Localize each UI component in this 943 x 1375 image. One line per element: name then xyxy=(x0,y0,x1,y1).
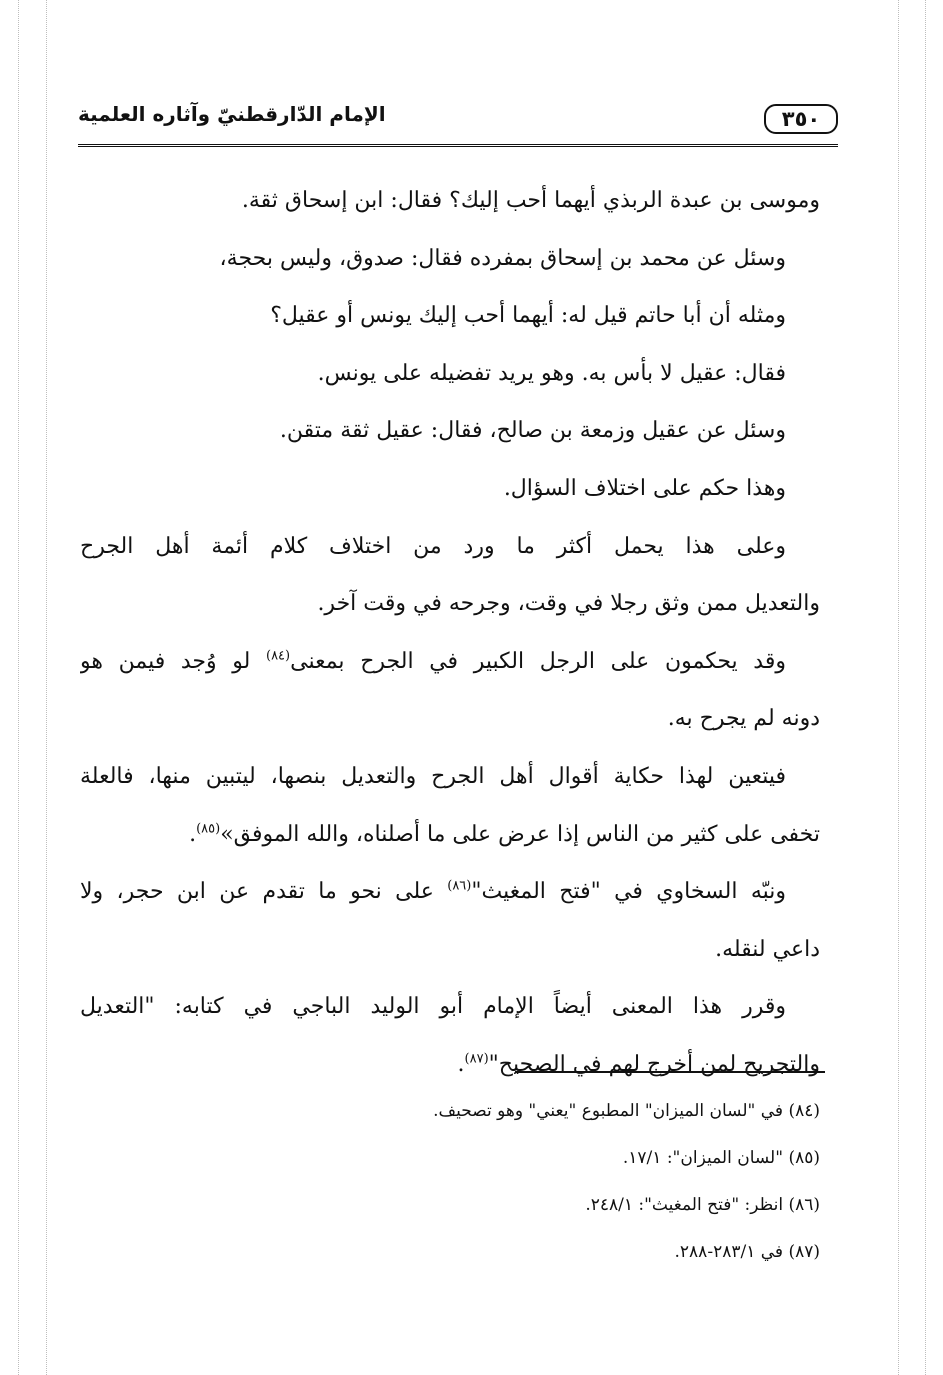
body-text xyxy=(80,172,820,1094)
scan-edge-right-outer xyxy=(925,0,926,1375)
text-line: وسئل عن عقيل وزمعة بن صالح، فقال: عقيل ثقة متقن. xyxy=(279,418,786,444)
text-line-with-footnote xyxy=(80,633,820,691)
text-line-with-footnote xyxy=(80,863,820,921)
line-text: ونبّه السخاوي في "فتح المغيث" xyxy=(471,879,786,905)
footnote: (٨٧) في ٢٨٣/١-٢٨٨. xyxy=(674,1242,820,1262)
footnote-ref: (٨٤) xyxy=(266,648,291,664)
text-line-with-footnote xyxy=(80,1036,820,1094)
footnote-ref: (٨٥) xyxy=(196,821,221,837)
footnote: (٨٦) انظر: "فتح المغيث": ٢٤٨/١. xyxy=(585,1195,820,1215)
line-text: . xyxy=(189,821,197,847)
footnotes xyxy=(80,1088,820,1276)
line-text: وقد يحكمون على الرجل الكبير في الجرح بمعنى xyxy=(290,648,786,674)
scan-edge-right-inner xyxy=(898,0,899,1375)
text-line: والتعديل ممن وثق رجلا في وقت، وجرحه في وقت آخر. xyxy=(317,591,820,617)
text-line: دونه لم يجرح به. xyxy=(667,706,820,732)
text-line: وسئل عن محمد بن إسحاق بمفرده فقال: صدوق، وليس بحجة، xyxy=(219,245,786,271)
text-line: وقرر هذا المعنى أيضاً الإمام أبو الوليد الباجي في كتابه: "التعديل xyxy=(80,994,786,1020)
scan-edge-left-outer xyxy=(18,0,19,1375)
text-line: فيتعين لهذا حكاية أقوال أهل الجرح والتعديل بنصها، ليتبين منها، فالعلة xyxy=(80,763,786,789)
text-line-with-footnote xyxy=(80,806,820,864)
page-header xyxy=(78,98,838,144)
header-rule xyxy=(78,144,838,147)
text-line: فقال: عقيل لا بأس به. وهو يريد تفضيله على يونس. xyxy=(317,360,786,386)
text-line: وهذا حكم على اختلاف السؤال. xyxy=(503,475,786,501)
line-text: على نحو ما تقدم عن ابن حجر، ولا xyxy=(80,879,448,905)
line-text: لو وُجد فيمن هو xyxy=(80,648,266,674)
footnote: (٨٥) "لسان الميزان": ١٧/١. xyxy=(622,1148,820,1168)
line-text: . xyxy=(457,1051,465,1077)
scan-edge-left-inner xyxy=(46,0,47,1375)
footnote-ref: (٨٦) xyxy=(447,878,472,894)
text-line: ومثله أن أبا حاتم قيل له: أيهما أحب إليك يونس أو عقيل؟ xyxy=(270,303,786,329)
footnote: (٨٤) في "لسان الميزان" المطبوع "يعني" وهو تصحيف. xyxy=(433,1101,820,1121)
text-line: وموسى بن عبدة الربذي أيهما أحب إليك؟ فقال: ابن إسحاق ثقة. xyxy=(241,188,820,213)
text-line: داعي لنقله. xyxy=(715,936,820,962)
line-text: والتجريح لمن أخرج لهم في الصحيح" xyxy=(488,1051,820,1077)
footnote-ref: (٨٧) xyxy=(464,1051,489,1067)
line-text: تخفى على كثير من الناس إذا عرض على ما أصلناه، والله الموفق» xyxy=(220,821,820,847)
text-line: وعلى هذا يحمل أكثر ما ورد من اختلاف كلام أئمة أهل الجرح xyxy=(80,533,786,559)
running-title: الإمام الدّارقطنيّ وآثاره العلمية xyxy=(78,102,386,126)
footnote-rule xyxy=(515,1071,825,1073)
page-number: ٣٥٠ xyxy=(764,104,838,134)
